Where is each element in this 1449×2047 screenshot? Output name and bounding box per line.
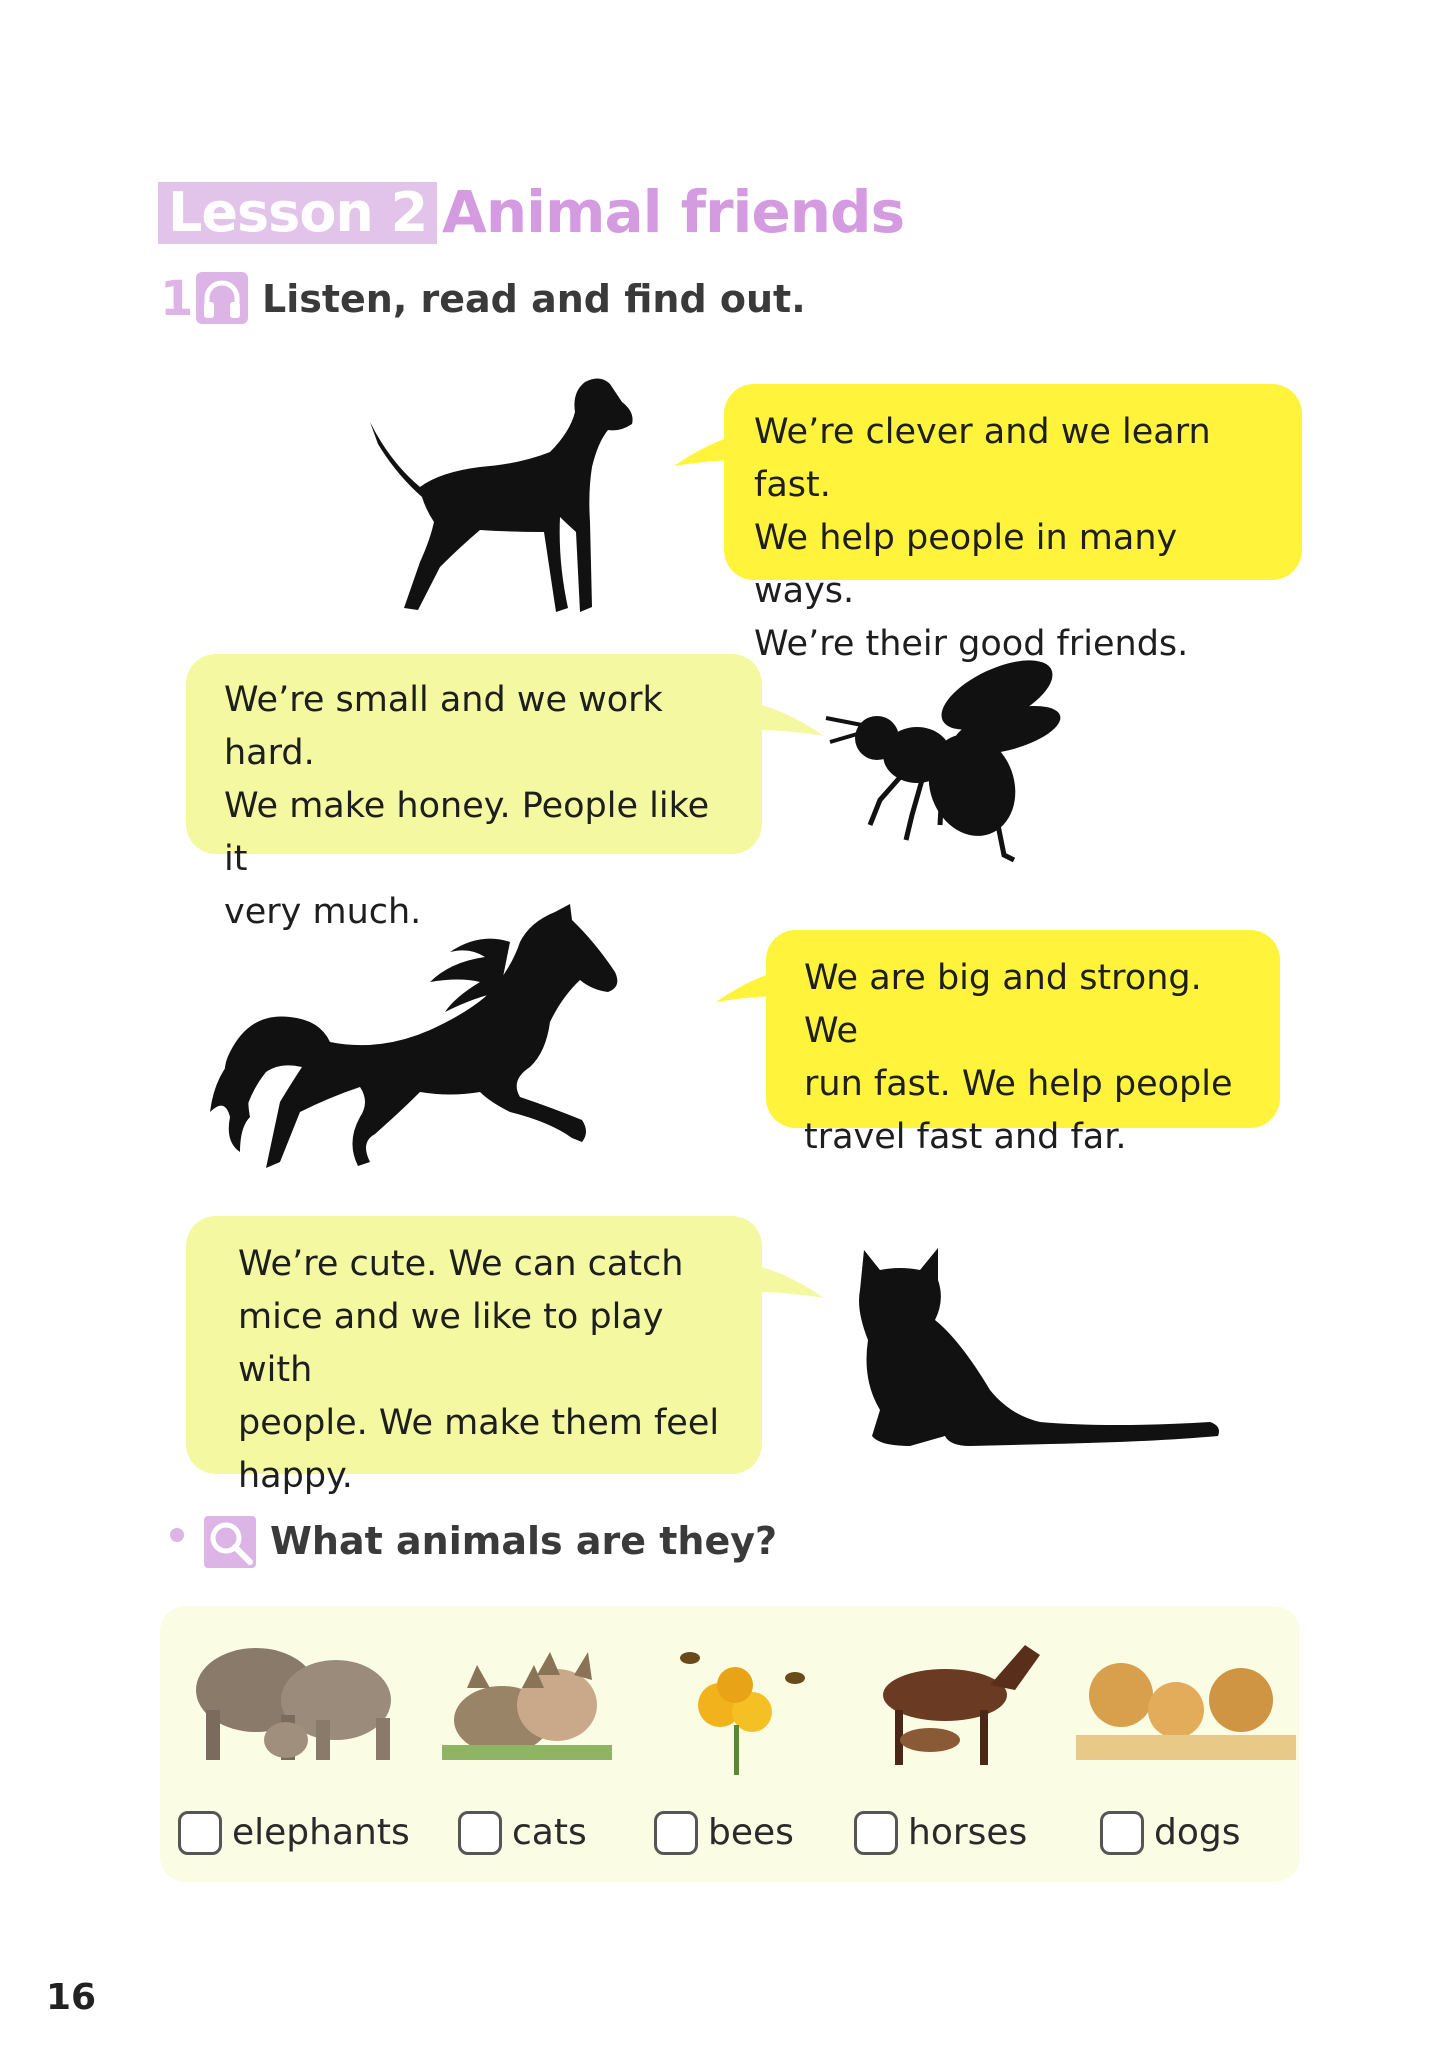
bubble-tail: [756, 700, 826, 740]
checkbox[interactable]: [178, 1811, 222, 1855]
option-cats[interactable]: [458, 1806, 587, 1860]
option-label: dogs: [1154, 1812, 1241, 1853]
cats-photo: [442, 1650, 612, 1760]
bubble-line: very much.: [224, 892, 422, 932]
bubble-line: We’re cute. We can catch: [238, 1244, 684, 1284]
horse-silhouette: [210, 902, 650, 1202]
exercise-instruction: Listen, read and find out.: [262, 277, 806, 321]
question-text: What animals are they?: [270, 1519, 778, 1563]
exercise-number: 1: [160, 271, 194, 327]
checkbox[interactable]: [654, 1811, 698, 1855]
bubble-line: We are big and strong. We: [804, 958, 1202, 1051]
cat-silhouette: [850, 1240, 1230, 1460]
lesson-title: Animal friends: [442, 178, 905, 246]
checkbox[interactable]: [458, 1811, 502, 1855]
bullet-dot: [170, 1528, 184, 1542]
bubble-line: people. We make them feel: [238, 1403, 720, 1443]
speech-bubble-horse: [766, 930, 1280, 1157]
option-elephants[interactable]: [178, 1806, 410, 1860]
bubble-tail: [756, 1262, 826, 1302]
bubble-line: We’re small and we work hard.: [224, 680, 663, 773]
elephants-photo: [186, 1630, 416, 1770]
horses-photo: [850, 1630, 1050, 1780]
option-bees[interactable]: [654, 1806, 794, 1860]
option-label: cats: [512, 1812, 587, 1853]
bubble-line: We’re clever and we learn fast.: [754, 412, 1211, 505]
option-label: elephants: [232, 1812, 410, 1853]
lesson-label: Lesson 2: [158, 182, 437, 244]
bubble-line: We’re their good friends.: [754, 624, 1189, 664]
checkbox[interactable]: [854, 1811, 898, 1855]
bubble-line: happy.: [238, 1456, 353, 1496]
option-label: bees: [708, 1812, 794, 1853]
dogs-photo: [1076, 1650, 1296, 1760]
bubble-line: travel fast and far.: [804, 1117, 1127, 1157]
dog-silhouette: [360, 372, 640, 622]
bubble-line: We make honey. People like it: [224, 786, 710, 879]
bubble-line: mice and we like to play with: [238, 1297, 664, 1390]
headphones-icon: [196, 272, 248, 324]
option-dogs[interactable]: [1100, 1806, 1240, 1860]
option-horses[interactable]: [854, 1806, 1027, 1860]
checkbox[interactable]: [1100, 1811, 1144, 1855]
page-number: 16: [46, 1977, 97, 2018]
bubble-line: run fast. We help people: [804, 1064, 1233, 1104]
speech-bubble-dog: [724, 384, 1302, 664]
speech-bubble-cat: [186, 1216, 762, 1496]
bees-photo: [660, 1640, 820, 1780]
bee-silhouette: [822, 650, 1072, 870]
magnifier-icon: [204, 1516, 256, 1568]
speech-bubble-bee: [186, 654, 762, 932]
bubble-line: We help people in many ways.: [754, 518, 1178, 611]
option-label: horses: [908, 1812, 1028, 1853]
